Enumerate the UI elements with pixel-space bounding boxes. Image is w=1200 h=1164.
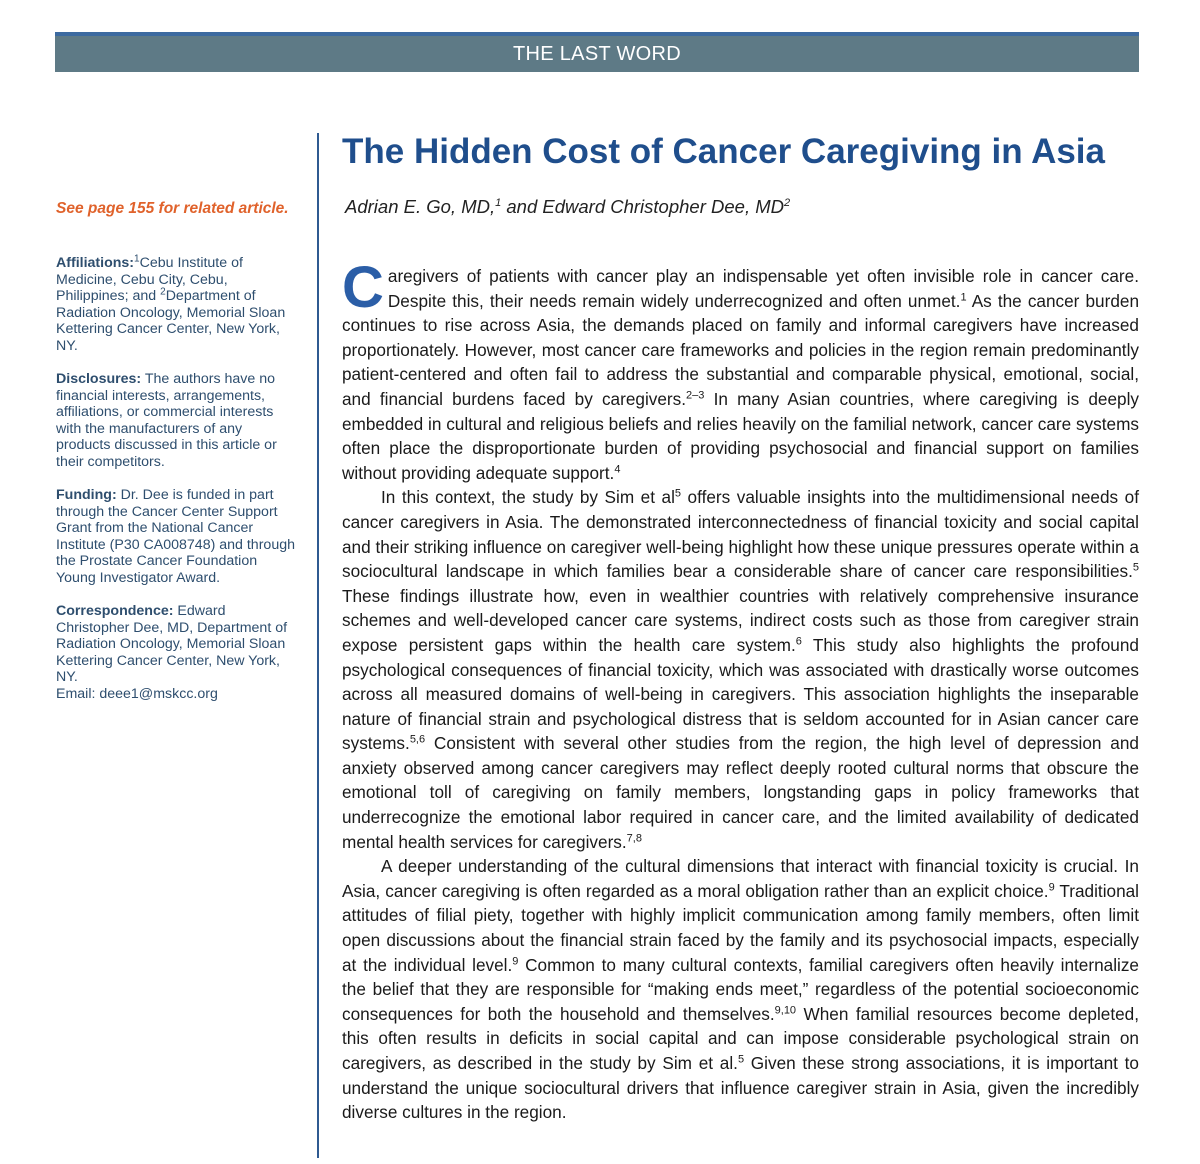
body-paragraph xyxy=(342,854,1139,1125)
affiliation-marker: 2 xyxy=(160,286,166,298)
citation-marker: 6 xyxy=(795,635,802,648)
section-label: THE LAST WORD xyxy=(513,42,681,65)
body-paragraph xyxy=(342,255,1140,485)
disclosures-label: Disclosures: xyxy=(56,371,142,387)
citation-marker: 9 xyxy=(512,954,519,967)
author-name: and Edward Christopher Dee, MD xyxy=(501,196,785,217)
affiliations-block xyxy=(56,255,296,354)
correspondence-label: Correspondence: xyxy=(56,603,174,619)
correspondence-email: Email: deee1@mskcc.org xyxy=(56,685,218,702)
citation-marker: 5,6 xyxy=(409,733,426,746)
citation-marker: 5 xyxy=(737,1053,745,1066)
body-paragraph xyxy=(342,485,1139,854)
correspondence-block xyxy=(56,603,296,702)
related-article-note: See page 155 for related article. xyxy=(56,200,289,217)
drop-cap: C xyxy=(342,255,384,320)
body-text-run: aregivers of patients with cancer play an indispensable yet often invisible role in cancer care. Despite this, their needs remain widely underrecognized and often unmet. xyxy=(387,266,1139,311)
body-text-run: Traditional attitudes of filial piety, together with highly implicit communication among family members, often limit open discussions about the financial strain faced by the family and its psychosocial impacts, especially at the individual level. xyxy=(342,880,1140,975)
citation-marker: 5 xyxy=(674,487,682,500)
column-divider xyxy=(317,133,319,1158)
disclosures-block xyxy=(56,371,296,470)
body-text-run: Consistent with several other studies from the region, the high level of depression and anxiety observed among cancer caregivers may reflect deeply rooted cultural norms that obscure the emotional toll of caregiving on family members, longstanding gaps in policy frameworks that underrecognize the emotional labor required in cancer care, and the limited availability of dedicated mental health services for caregivers. xyxy=(342,733,1139,852)
citation-marker: 5 xyxy=(1132,561,1139,574)
affiliation-marker: 1 xyxy=(495,196,502,209)
citation-marker: 9 xyxy=(1048,881,1055,894)
funding-label: Funding: xyxy=(56,487,117,503)
citation-marker: 2–3 xyxy=(686,389,705,402)
author-line xyxy=(345,195,1139,219)
citation-marker: 7,8 xyxy=(626,831,642,844)
body-text-run: Given these strong associations, it is important to understand the unique sociocultural drivers that influence caregiver strain in Asia, given the incredibly diverse cultures in the region. xyxy=(342,1053,1139,1123)
citation-marker: 4 xyxy=(614,463,621,476)
funding-text: Dr. Dee is funded in part through the Cancer Center Support Grant from the National Cancer Institute (P30 CA008748) and through the Prostate Cancer Foundation Young Investigator Award. xyxy=(56,487,295,586)
body-text-run: When familial resources become depleted, this often results in deficits in social capital and can impose considerable psychological strain on caregivers, as described in the study by Sim et al. xyxy=(342,1003,1140,1073)
affiliation-marker: 1 xyxy=(134,253,140,265)
citation-marker: 9,10 xyxy=(774,1004,797,1017)
article-title: The Hidden Cost of Cancer Caregiving in Asia xyxy=(342,132,1105,171)
affiliation-marker: 2 xyxy=(784,196,791,209)
body-text-run: offers valuable insights into the multidimensional needs of cancer caregivers in Asia. The demonstrated interconnectedness of financial toxicity and social capital and their striking influence on caregiver well-being highlight how these unique pressures operate within a sociocultural landscape in which families bear a considerable share of cancer care responsibilities. xyxy=(342,487,1139,582)
article-main xyxy=(342,128,1139,1125)
affiliations-text: Cebu Institute of Medicine, Cebu City, Cebu, Philippines; and xyxy=(56,255,243,304)
section-header-band xyxy=(55,32,1139,72)
affiliations-text: Department of Radiation Oncology, Memorial Sloan Kettering Cancer Center, New York, NY. xyxy=(56,288,286,354)
sidebar xyxy=(56,200,296,719)
body-text-run: These findings illustrate how, even in wealthier countries with relatively comprehensive insurance schemes and well-developed cancer care systems, indirect costs such as those from caregiver strain expose persistent gaps within the health care system. xyxy=(342,585,1139,655)
disclosures-text: The authors have no financial interests, arrangements, affiliations, or commercial interests with the manufacturers of any products discussed in this article or their competitors. xyxy=(56,371,277,470)
author-name: Adrian E. Go, MD, xyxy=(345,196,496,217)
body-text-run: In many Asian countries, where caregiving is deeply embedded in cultural and religious beliefs and relies heavily on the familial network, cancer care systems often place the disproportionate burden of providing psychosocial and financial support on families without providing adequate support. xyxy=(342,388,1140,483)
body-text-run: As the cancer burden continues to rise across Asia, the demands placed on family and informal caregivers have increased proportionately. However, most cancer care frameworks and policies in the region remain predominantly patient-centered and often fail to address the substantial and comparable physical, emotional, social, and financial burdens faced by caregivers. xyxy=(342,290,1139,409)
correspondence-text: Edward Christopher Dee, MD, Department of Radiation Oncology, Memorial Sloan Kettering Cancer Center, New York, NY. xyxy=(56,603,288,685)
affiliations-label: Affiliations: xyxy=(56,255,135,271)
body-text-run: Common to many cultural contexts, familial caregivers often heavily internalize the belief that they are responsible for “making ends meet,” regardless of the potential socioeconomic consequences for both the household and themselves. xyxy=(342,954,1139,1024)
funding-block xyxy=(56,487,296,586)
article-body xyxy=(342,255,1140,1125)
body-text-run: In this context, the study by Sim et al xyxy=(381,487,675,508)
body-text-run: A deeper understanding of the cultural dimensions that interact with financial toxicity is crucial. In Asia, cancer caregiving is often regarded as a moral obligation rather than an explicit choice. xyxy=(342,856,1139,901)
citation-marker: 1 xyxy=(960,290,967,303)
body-text-run: This study also highlights the profound psychological consequences of financial toxicity, which was associated with drastically worse outcomes across all measured domains of well-being in caregivers. This association highlights the inseparable nature of financial strain and psychological distress that is seldom accounted for in Asian cancer care systems. xyxy=(342,634,1139,754)
